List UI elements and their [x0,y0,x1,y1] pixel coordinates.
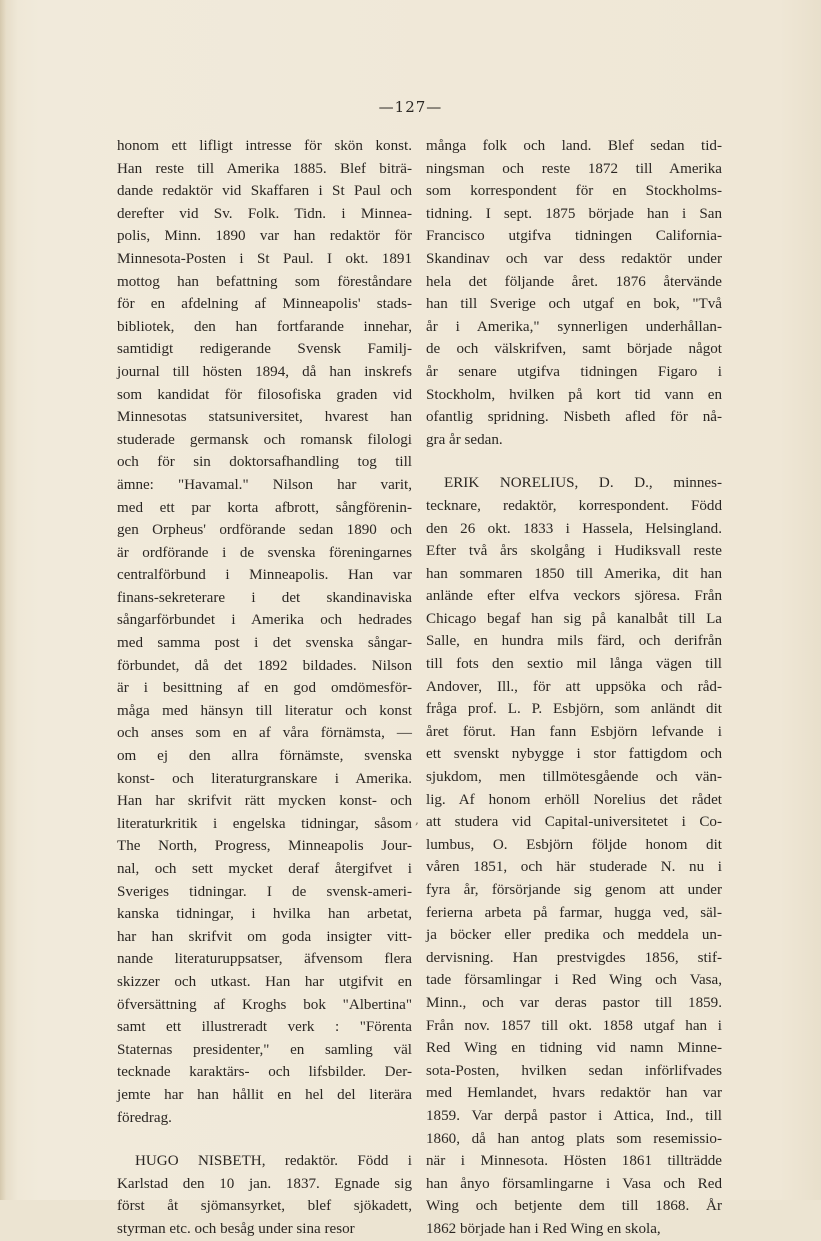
margin-mark: , [415,813,419,827]
text-line: 1859. Var derpå pastor i Attica, Ind., till [426,1107,722,1124]
text-line: jemte har han hållit en hel del literära [117,1086,412,1103]
text-line: journal till hösten 1894, då han inskrefs [117,363,412,380]
text-line: med Hemlandet, hvars redaktör han var [426,1085,722,1102]
text-line: bibliotek, den han fortfarande innehar, [117,318,412,335]
text-line: studerade germansk och romansk filologi [117,431,412,448]
text-line: är i besittning af en god omdömesför- [117,680,412,697]
right-column-text [426,135,722,451]
text-line: finans-sekreterare i det skandinaviska [117,589,412,606]
text-line: Han reste till Amerika 1885. Blef biträ- [117,160,412,177]
text-line: fyra år, försörjande sig genom att under [426,882,722,898]
text-line: sota-Posten, hvilken sedan införlifvades [426,1062,722,1079]
text-line: som kandidat för filosofiska graden vid [117,386,412,403]
text-line: fråga prof. L. P. Esbjörn, som anländt dit [426,701,722,718]
text-line: gen Orpheus' ordförande sedan 1890 och [117,522,412,539]
text-line: nal, och sett mycket deraf återgifvet i [117,861,412,877]
text-line: är ordförande i de svenska föreningarnes [117,544,412,561]
text-line: ferierna arbeta på farmar, hugga ved, säl- [426,904,722,921]
text-line: till fots den sextio mil långa vägen till [426,656,722,673]
text-line: Skandinav och var dess redaktör under [426,250,722,267]
text-line: år i Amerika," synnerligen underhållan- [426,318,722,335]
text-line: dande redaktör vid Skaffaren i St Paul och [117,183,412,200]
text-line: Red Wing en tidning vid namn Minne- [426,1040,722,1057]
text-line: med ett par korta afbrott, sångförenin- [117,499,412,516]
text-line: kanska tidningar, i hvilka han arbetat, [117,906,412,923]
text-line: ja böcker eller predika och meddela un- [426,927,722,944]
text-line: centralförbund i Minneapolis. Han var [117,567,412,584]
text-line: ofantlig spridning. Nisbeth afled för nå- [426,409,722,426]
text-line: 1862 började han i Red Wing en skola, [426,1220,661,1237]
page-number: —127— [378,98,443,116]
text-line: samtidigt redigerande Svensk Familj- [117,341,412,358]
text-line: literaturkritik i engelska tidningar, såsom [117,815,412,832]
text-line: Staternas presidenter," en samling väl [117,1041,412,1058]
text-line: förbundet, då det 1892 bildades. Nilson [117,657,412,674]
text-line: de och välskrifven, samt började något [426,341,722,358]
text-line: lig. Af honom erhöll Norelius det rådet [426,791,722,808]
text-line: samt ett illustreradt verk : "Förenta [117,1019,412,1036]
text-line: 1860, då han antog plats som resemissio- [426,1130,722,1147]
text-line: måga med hänsyn till literatur och konst [117,702,412,719]
text-line: att studera vid Capital-universitetet i Co- [426,814,722,831]
text-line: tecknare, redaktör, korrespondent. Född [426,497,722,514]
text-line: Andover, Ill., för att uppsöka och råd- [426,678,722,695]
text-line: hela det följande året. 1876 återvände [426,273,722,290]
text-line: året förut. Han fann Esbjörn lefvande i [426,723,722,740]
text-line: Salle, en hundra mils färd, och derifrån [426,633,722,650]
text-line: har han skrifvit om goda insigter vitt- [117,928,412,945]
text-line: ningsman och reste 1872 till Amerika [426,160,722,177]
entry-erik-norelius [426,472,722,1240]
section-gap [117,1129,412,1150]
text-line: HUGO NISBETH, redaktör. Född i [135,1153,412,1170]
text-line: Minnesotas statsuniversitet, hvarest han [117,409,412,426]
text-line: Francisco utgifva tidningen California- [426,228,722,245]
text-line: tecknade karaktärs- och lifsbilder. Der- [117,1064,412,1081]
text-line: Från nov. 1857 till okt. 1858 utgaf han i [426,1017,722,1034]
text-line: lumbus, O. Esbjörn följde honom dit [426,836,722,853]
binding-edge [0,0,6,1200]
text-line: gra år sedan. [426,431,503,448]
text-line: många folk och land. Blef sedan tid- [426,138,722,154]
text-line: för en afdelning af Minneapolis' stads- [117,296,412,313]
text-line: Han har skrifvit rätt mycken konst- och [117,793,412,810]
text-line: Minn., och var deras pastor till 1859. [426,994,722,1011]
text-line: med samma post i det svenska sångar- [117,635,412,652]
text-line: ett svenskt nybygge i stor fattigdom och [426,746,722,763]
text-line: honom ett lifligt intresse för skön konst. [117,138,412,154]
text-line: styrman etc. och besåg under sina resor [117,1220,355,1237]
text-line: föredrag. [117,1109,172,1126]
text-line: tidning. I sept. 1875 började han i San [426,205,722,222]
text-line: nande literaturuppsatser, äfvensom flera [117,951,412,968]
text-line: tade församlingar i Red Wing och Vasa, [426,972,722,989]
text-line: mottog han befattning som föreståndare [117,273,412,290]
text-line: polis, Minn. 1890 var han redaktör för [117,228,412,245]
text-line: Minnesota-Posten i St Paul. I okt. 1891 [117,250,412,267]
text-line: Stockholm, hvilken på kort tid vann en [426,386,722,403]
text-line: ämne: "Havamal." Nilson har varit, [117,476,412,493]
text-line: Wing och betjente dem till 1868. År [426,1198,722,1215]
text-line: våren 1851, och här studerade N. nu i [426,859,722,876]
text-line: han ånyo församlingarne i Vasa och Red [426,1175,722,1192]
text-line: ERIK NORELIUS, D. D., minnes- [444,475,722,492]
text-line: konst- och literaturgranskare i Amerika. [117,770,412,787]
text-line: och för sin doktorsafhandling tog till [117,454,412,471]
text-line: om ej den allra förnämste, svenska [117,748,412,765]
text-line: öfversättning af Kroghs bok "Albertina" [117,996,412,1013]
text-line: sångarförbundet i Amerika och hedrades [117,612,412,629]
right-column [426,135,722,1241]
text-line: Karlstad den 10 jan. 1837. Egnade sig [117,1175,412,1192]
text-line: skizzer och utkast. Han har utgifvit en [117,973,412,990]
text-line: han till Sverige och utgaf en bok, "Två [426,296,722,313]
section-gap [426,451,722,472]
text-line: år senare utgifva tidningen Figaro i [426,363,722,380]
text-line: när i Minnesota. Hösten 1861 tillträdde [426,1153,722,1170]
text-line: anlände efter elfva veckors sjöresa. Från [426,588,722,605]
text-line: sjukdom, men tillmötesgående och vän- [426,769,722,786]
text-line: Efter två års skolgång i Hudiksvall reste [426,543,722,560]
text-line: Chicago begaf han sig på kanalbåt till La [426,610,722,627]
text-line: derefter vid Sv. Folk. Tidn. i Minnea- [117,205,412,222]
text-line: först åt sjömansyrket, blef sjökadett, [117,1198,412,1215]
entry-hugo-nisbeth [117,1150,412,1240]
left-column-text [117,135,412,1129]
text-line: som korrespondent för en Stockholms- [426,183,722,200]
text-line: Sveriges tidningar. I de svensk-ameri- [117,883,412,900]
left-column [117,135,412,1241]
text-line: och anses som en af våra förnämsta, — [117,725,412,742]
text-line: The North, Progress, Minneapolis Jour- [117,838,412,855]
text-line: dervisning. Han prestvigdes 1856, stif- [426,949,722,966]
text-line: han sommaren 1850 till Amerika, dit han [426,565,722,582]
text-line: den 26 okt. 1833 i Hassela, Helsingland. [426,520,722,537]
